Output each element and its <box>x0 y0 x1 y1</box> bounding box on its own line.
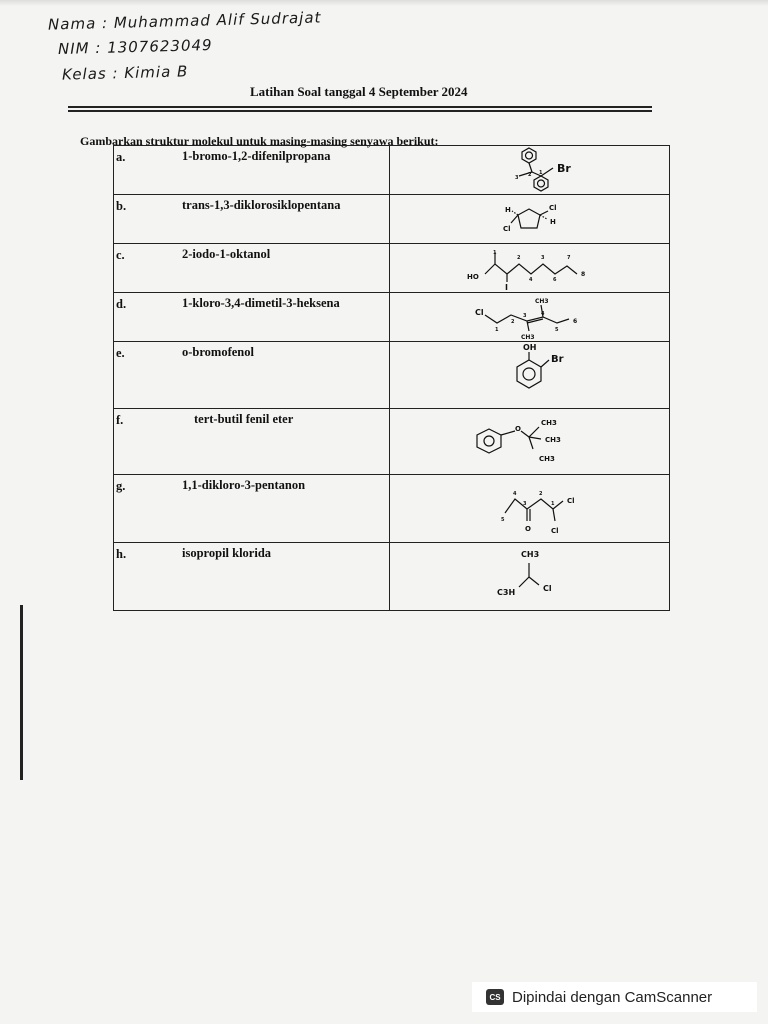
label-n4: 4 <box>529 277 533 283</box>
label-n5: 5 <box>555 327 559 333</box>
label-cl2: Cl <box>503 225 511 233</box>
structure-b <box>469 195 589 243</box>
label-ch3b: CH3 <box>545 436 562 444</box>
label-ch3a: CH3 <box>541 419 558 427</box>
compound-name: 1-bromo-1,2-difenilpropana <box>182 149 331 163</box>
student-nim: NIM : 1307623049 <box>57 35 213 59</box>
table-row <box>114 409 670 475</box>
structure-g <box>459 475 599 537</box>
table-row <box>114 244 670 293</box>
structure-e <box>469 342 589 402</box>
compound-name: o-bromofenol <box>182 345 254 359</box>
label-n2: 2 <box>511 319 515 325</box>
structure-f <box>459 409 599 469</box>
camscanner-text: Dipindai dengan CamScanner <box>512 988 713 1006</box>
table-row <box>114 475 670 543</box>
title-rule-bottom <box>68 110 652 112</box>
label-n3: 3 <box>523 313 527 319</box>
compound-name: trans-1,3-diklorosiklopentana <box>182 198 341 212</box>
row-letter: b. <box>116 199 127 213</box>
structure-a <box>469 146 589 194</box>
compound-name: isopropil klorida <box>182 546 272 560</box>
label-ho: HO <box>467 273 480 281</box>
compound-name: tert-butil fenil eter <box>194 412 294 426</box>
label-oh: OH <box>523 343 537 352</box>
label-ch3: CH3 <box>521 550 540 559</box>
scan-top-shadow <box>0 0 768 6</box>
exercise-table <box>113 145 670 611</box>
compound-name: 1,1-dikloro-3-pentanon <box>182 478 306 492</box>
structure-h <box>459 543 599 605</box>
structure-c <box>459 244 599 292</box>
table-row <box>114 342 670 409</box>
row-letter: e. <box>116 346 125 360</box>
label-n7: 7 <box>567 255 571 261</box>
label-n4: 4 <box>541 311 545 317</box>
label-n2: 2 <box>517 255 521 261</box>
label-o: O <box>525 525 532 533</box>
table-row <box>114 146 670 195</box>
row-letter: d. <box>116 297 127 311</box>
label-n4: 4 <box>513 491 517 497</box>
label-n3: 3 <box>515 175 519 181</box>
table-row <box>114 543 670 611</box>
camscanner-watermark <box>472 982 757 1012</box>
student-class: Kelas : Kimia B <box>61 62 189 84</box>
label-c3h: C3H <box>497 588 516 597</box>
label-ch3c: CH3 <box>539 455 556 463</box>
label-br: Br <box>557 162 572 175</box>
label-n2: 2 <box>539 491 543 497</box>
instruction-text: Gambarkan struktur molekul untuk masing-masing senyawa berikut: <box>80 134 439 148</box>
label-n1: 1 <box>493 250 497 256</box>
label-n6: 6 <box>573 318 578 325</box>
label-cl: Cl <box>543 584 552 593</box>
label-cl: Cl <box>475 308 484 317</box>
student-name: Nama : Muhammad Alif Sudrajat <box>47 8 322 34</box>
label-n2: 2 <box>528 172 532 178</box>
label-cl1: Cl <box>549 204 557 212</box>
label-ch3b: CH3 <box>521 334 535 341</box>
row-letter: c. <box>116 248 125 262</box>
label-n1: 1 <box>495 327 499 333</box>
row-letter: g. <box>116 479 126 493</box>
title-rule-top <box>68 106 652 108</box>
label-ch3a: CH3 <box>535 298 549 305</box>
label-cl1: Cl <box>567 497 575 505</box>
scan-edge-mark <box>20 605 23 780</box>
label-h2: H <box>550 218 557 226</box>
camscanner-logo: CS <box>486 989 504 1005</box>
label-n3: 3 <box>541 255 545 261</box>
compound-name: 2-iodo-1-oktanol <box>182 247 271 261</box>
structure-d <box>459 293 599 341</box>
label-n1: 1 <box>539 170 543 176</box>
label-o: O <box>515 425 522 433</box>
label-n1: 1 <box>551 501 555 507</box>
label-n5: 5 <box>501 517 505 523</box>
table-row <box>114 195 670 244</box>
row-letter: h. <box>116 547 127 561</box>
row-letter: f. <box>116 413 124 427</box>
label-h1: H <box>505 206 512 214</box>
page-title: Latihan Soal tanggal 4 September 2024 <box>250 84 468 99</box>
label-n6: 6 <box>553 277 557 283</box>
compound-name: 1-kloro-3,4-dimetil-3-heksena <box>182 296 340 310</box>
table-row <box>114 293 670 342</box>
label-i: I <box>505 283 509 292</box>
row-letter: a. <box>116 150 126 164</box>
label-br: Br <box>551 354 564 365</box>
label-cl2: Cl <box>551 527 559 535</box>
label-n8: 8 <box>581 271 586 278</box>
label-n3: 3 <box>523 501 527 507</box>
